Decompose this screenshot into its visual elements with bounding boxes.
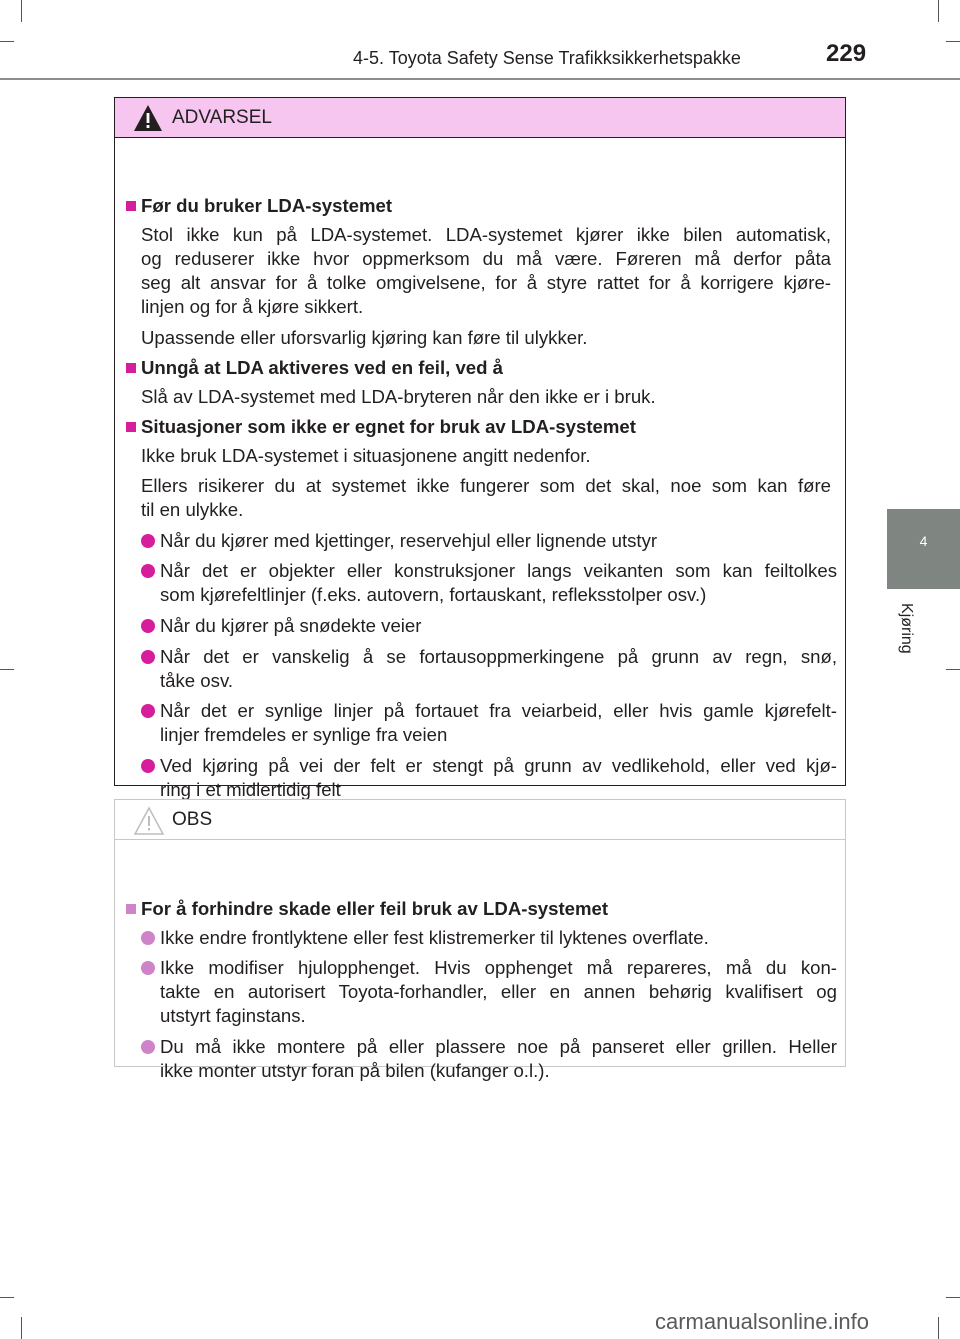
- square-bullet-icon: [126, 422, 136, 432]
- bullet-text: Du må ikke montere på eller plassere noe på panseret eller grillen. Heller: [160, 1036, 837, 1057]
- bullet-text: Ikke modifiser hjulopphenget. Hvis opphenget må repareres, må du kon-: [160, 957, 837, 978]
- notice-header: [115, 800, 845, 840]
- chapter-label-text: Kjøring: [898, 603, 915, 654]
- bullet-text: takte en autorisert Toyota-forhandler, eller en annen behørig kvalifisert og: [160, 981, 837, 1002]
- round-bullet-icon: [141, 931, 155, 945]
- warning-subheading: Situasjoner som ikke er egnet for bruk av LDA-systemet: [141, 416, 636, 437]
- notice-subheading: For å forhindre skade eller feil bruk av LDA-systemet: [141, 898, 609, 919]
- round-bullet-icon: [141, 619, 155, 633]
- crop-mark: [946, 1297, 960, 1298]
- crop-mark: [938, 0, 939, 22]
- crop-mark: [0, 669, 14, 670]
- bullet-text: Ved kjøring på vei der felt er stengt på grunn av vedlikehold, eller ved kjø-: [160, 755, 837, 776]
- text-line: linjen og for å kjøre sikkert.: [141, 296, 364, 317]
- bullet-text: linjer fremdeles er synlige fra veien: [160, 724, 448, 745]
- watermark: carmanualsonline.info: [655, 1309, 870, 1334]
- header-rule: [0, 78, 960, 80]
- bullet-text: Når du kjører på snødekte veier: [160, 615, 422, 636]
- crop-mark: [21, 1317, 22, 1339]
- crop-mark: [0, 1297, 14, 1298]
- text-line: til en ulykke.: [141, 499, 244, 520]
- warning-heading: ADVARSEL: [172, 107, 272, 128]
- chapter-number: 4: [919, 533, 928, 549]
- caution-triangle-icon: [133, 806, 165, 836]
- chapter-tab: [887, 509, 960, 589]
- text-line: seg alt ansvar for å tolke omgivelsene, for å styre rattet for å korrigere kjøre-: [141, 272, 831, 293]
- text-line: Ellers risikerer du at systemet ikke fungerer som det skal, noe som kan føre: [141, 475, 831, 496]
- crop-mark: [0, 41, 14, 42]
- crop-mark: [21, 0, 22, 22]
- bullet-text: tåke osv.: [160, 670, 234, 691]
- bullet-text: utstyrt faginstans.: [160, 1005, 306, 1026]
- round-bullet-icon: [141, 961, 155, 975]
- crop-mark: [946, 669, 960, 670]
- text-line: Ikke bruk LDA-systemet i situasjonene angitt nedenfor.: [141, 445, 591, 466]
- round-bullet-icon: [141, 1040, 155, 1054]
- crop-mark: [938, 1317, 939, 1339]
- warning-subheading: Før du bruker LDA-systemet: [141, 195, 393, 216]
- bullet-text: Når det er vanskelig å se fortausoppmerkingene på grunn av regn, snø,: [160, 646, 837, 667]
- notice-heading: OBS: [172, 809, 213, 830]
- text-line: Upassende eller uforsvarlig kjøring kan føre til ulykker.: [141, 327, 588, 348]
- bullet-text: Når du kjører med kjettinger, reservehjul eller lignende utstyr: [160, 530, 658, 551]
- round-bullet-icon: [141, 759, 155, 773]
- crop-mark: [946, 41, 960, 42]
- round-bullet-icon: [141, 650, 155, 664]
- text-line: Slå av LDA-systemet med LDA-bryteren når den ikke er i bruk.: [141, 386, 656, 407]
- bullet-text: Når det er synlige linjer på fortauet fra veiarbeid, eller hvis gamle kjørefelt-: [160, 700, 837, 721]
- round-bullet-icon: [141, 534, 155, 548]
- bullet-text: som kjørefeltlinjer (f.eks. autovern, fortauskant, refleksstolper osv.): [160, 584, 707, 605]
- text-line: og reduserer ikke hvor oppmerksom du må være. Føreren må derfor påta: [141, 248, 831, 269]
- square-bullet-icon: [126, 363, 136, 373]
- bullet-text: Ikke endre frontlyktene eller fest klistremerker til lyktenes overflate.: [160, 927, 709, 948]
- square-bullet-icon: [126, 201, 136, 211]
- bullet-text: Når det er objekter eller konstruksjoner langs veikanten som kan feiltolkes: [160, 560, 837, 581]
- notice-box: [114, 799, 846, 1081]
- warning-triangle-icon: [133, 104, 163, 132]
- warning-subheading: Unngå at LDA aktiveres ved en feil, ved å: [141, 357, 504, 378]
- round-bullet-icon: [141, 704, 155, 718]
- warning-header: [115, 98, 845, 138]
- bullet-text: ikke monter utstyr foran på bilen (kufanger o.l.).: [160, 1060, 550, 1081]
- round-bullet-icon: [141, 564, 155, 578]
- page-number: 229: [826, 40, 867, 67]
- bullet-text: ring i et midlertidig felt: [160, 779, 341, 800]
- square-bullet-icon: [126, 904, 136, 914]
- chapter-label: [893, 603, 921, 667]
- text-line: Stol ikke kun på LDA-systemet. LDA-systemet kjører ikke bilen automatisk,: [141, 224, 831, 245]
- warning-box: [114, 97, 846, 800]
- section-title: 4-5. Toyota Safety Sense Trafikksikkerhetspakke: [353, 48, 741, 68]
